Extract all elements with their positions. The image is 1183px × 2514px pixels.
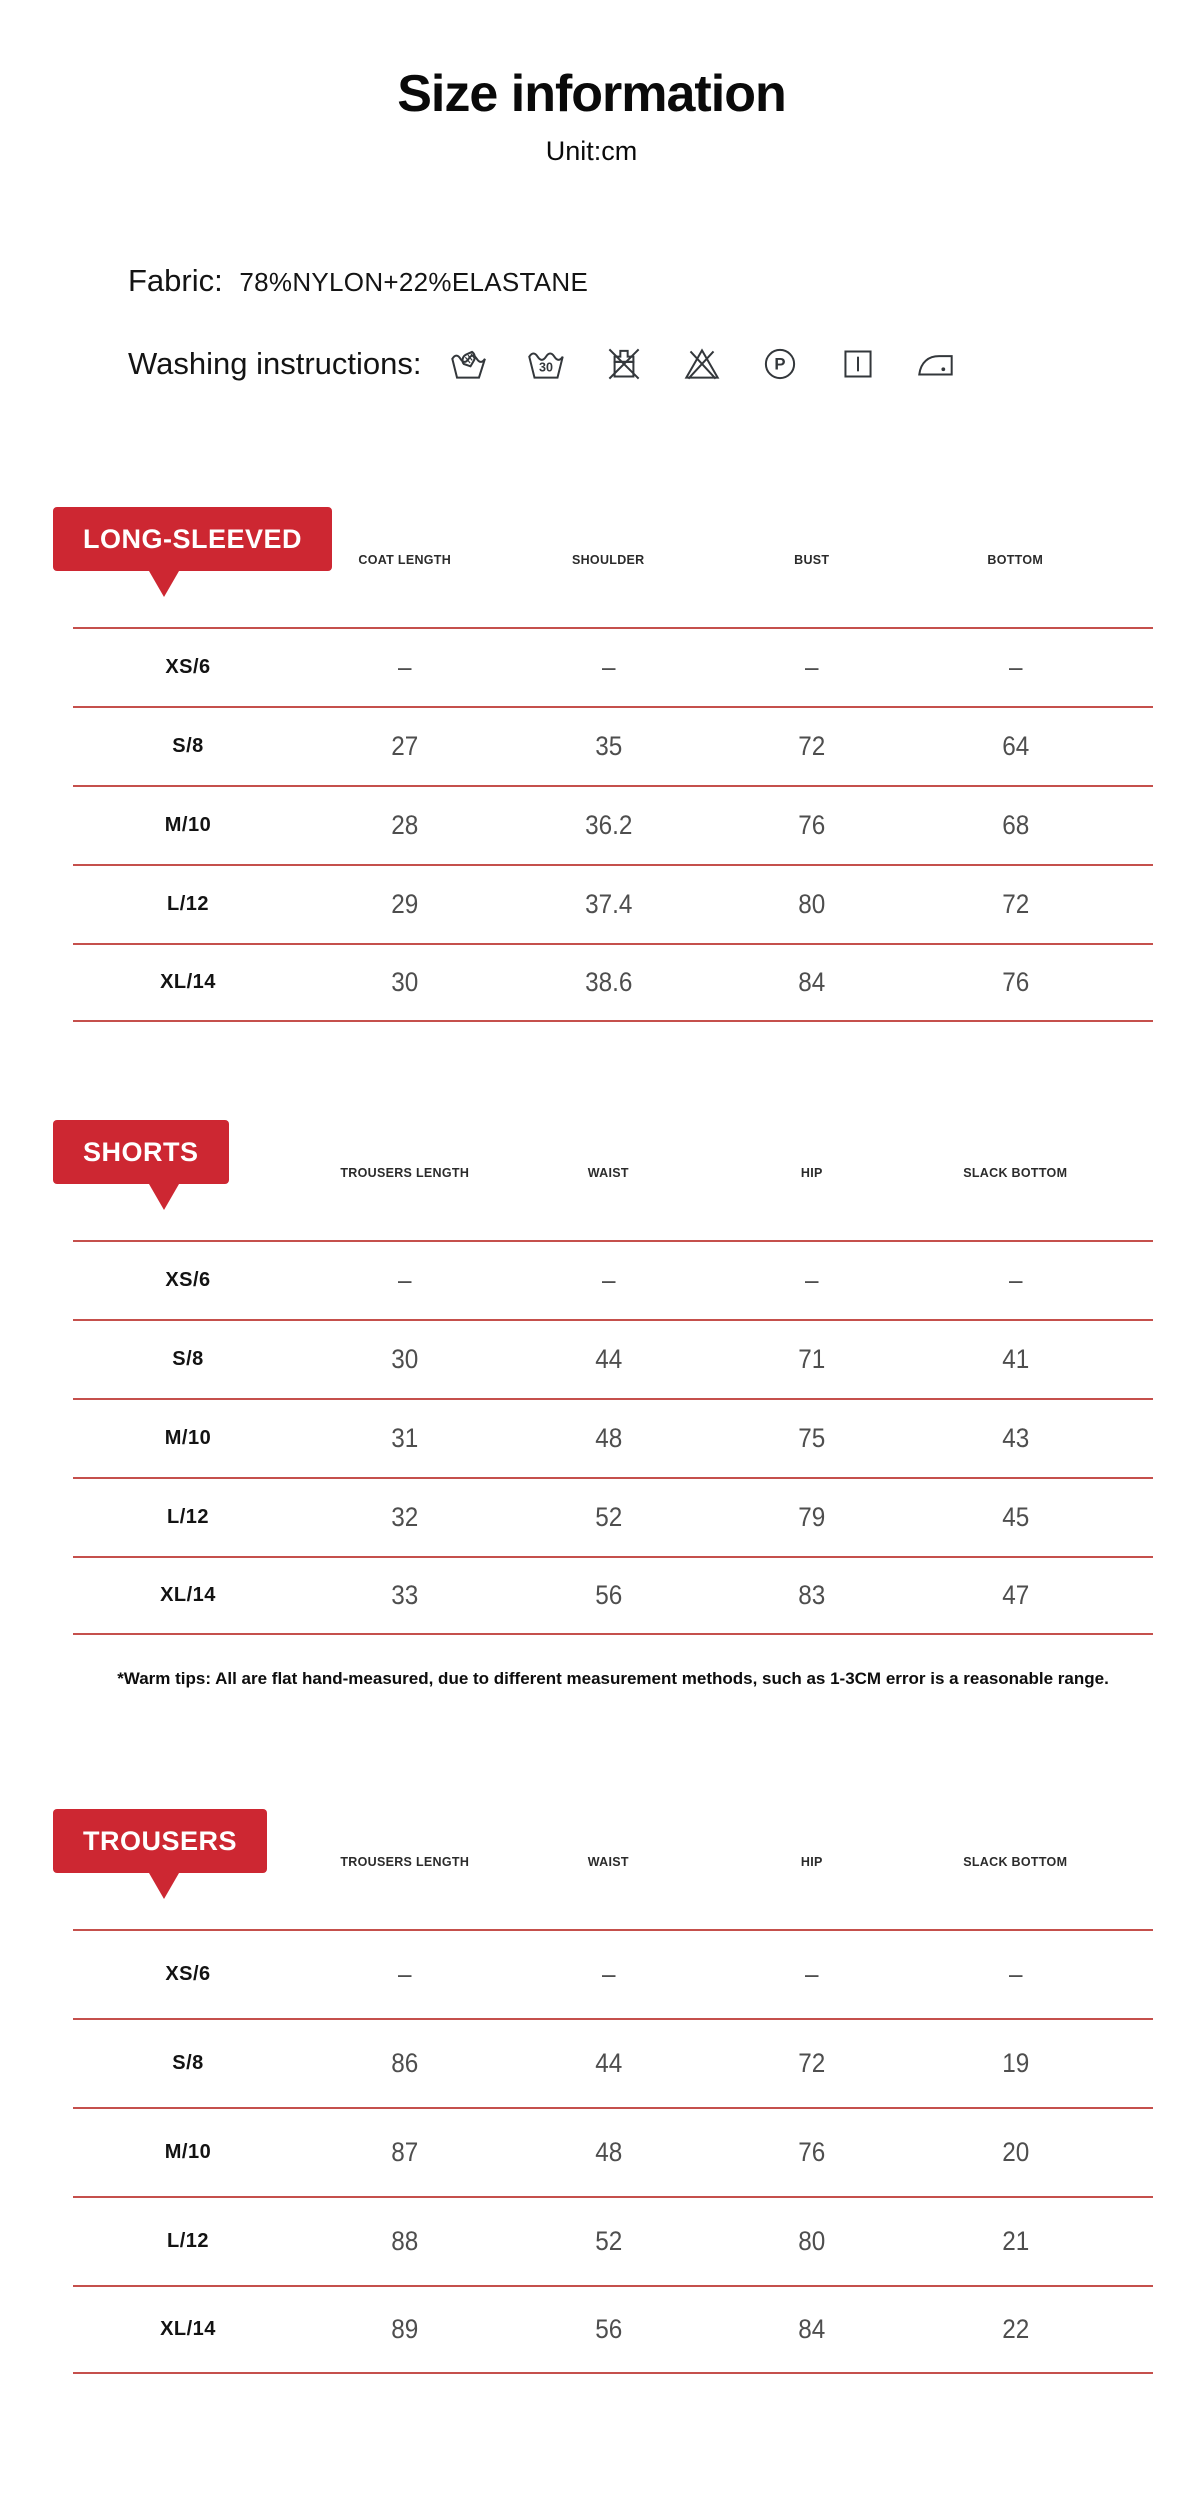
column-header-trousers-length: TROUSERS LENGTH (340, 1855, 470, 1869)
table-row (73, 864, 1153, 943)
value-cell: 44 (594, 2048, 622, 2078)
table-row (73, 627, 1153, 706)
table-row (73, 1319, 1153, 1398)
column-header-bust: BUST (794, 553, 830, 567)
value-cell: 38.6 (584, 967, 632, 997)
table-row (73, 2285, 1153, 2374)
value-cell: 44 (594, 1344, 622, 1374)
fabric-value: 78%NYLON+22%ELASTANE (239, 267, 589, 297)
value-cell: 27 (391, 731, 419, 761)
size-label: XS/6 (165, 1963, 211, 1985)
value-cell: 72 (798, 731, 826, 761)
long-sleeved-badge: LONG-SLEEVED (53, 507, 332, 571)
drip-dry-icon (835, 341, 881, 387)
trousers-badge: TROUSERS (53, 1809, 267, 1873)
value-cell: 71 (798, 1344, 826, 1374)
value-cell: 31 (391, 1423, 419, 1453)
value-cell: – (397, 1959, 412, 1989)
value-cell: 36.2 (584, 810, 632, 840)
washing-instructions-row (128, 341, 1183, 387)
value-cell: 80 (798, 2226, 826, 2256)
table-row (73, 1477, 1153, 1556)
unit-label: Unit:cm (545, 136, 638, 166)
value-cell: 41 (1001, 1344, 1029, 1374)
size-label: M/10 (164, 814, 212, 836)
size-label: XL/14 (160, 1584, 216, 1606)
value-cell: 87 (391, 2137, 419, 2167)
shorts-size-table (73, 1118, 1153, 1635)
page-title: Size information (397, 65, 786, 123)
size-label: XL/14 (160, 2318, 216, 2340)
dry-clean-letter-text: P (774, 354, 787, 374)
value-cell: 21 (1001, 2226, 1029, 2256)
value-cell: 20 (1001, 2137, 1029, 2167)
wash-temp-text: 30 (539, 360, 554, 375)
value-cell: 56 (594, 2314, 622, 2344)
washing-instructions-label: Washing instructions: (128, 346, 422, 381)
table-row (73, 2107, 1153, 2196)
value-cell: 52 (594, 2226, 622, 2256)
value-cell: 22 (1001, 2314, 1029, 2344)
column-header-bottom: BOTTOM (987, 553, 1044, 567)
table-row (73, 2196, 1153, 2285)
table-row (73, 2018, 1153, 2107)
value-cell: – (397, 652, 412, 682)
column-header-waist: WAIST (587, 1855, 629, 1869)
table-row (73, 1398, 1153, 1477)
value-cell: 76 (1001, 967, 1029, 997)
value-cell: 29 (391, 889, 419, 919)
value-cell: 72 (798, 2048, 826, 2078)
value-cell: 33 (391, 1580, 419, 1610)
value-cell: – (1008, 1959, 1023, 1989)
trousers-size-table (73, 1807, 1153, 2374)
value-cell: 45 (1001, 1502, 1029, 1532)
value-cell: 72 (1001, 889, 1029, 919)
shorts-badge: SHORTS (53, 1120, 229, 1184)
value-cell: – (1008, 1265, 1023, 1295)
size-label: M/10 (164, 2141, 212, 2163)
size-label: M/10 (164, 1427, 212, 1449)
value-cell: – (804, 1265, 819, 1295)
value-cell: 83 (798, 1580, 826, 1610)
size-label: S/8 (172, 1348, 204, 1370)
column-header-trousers-length: TROUSERS LENGTH (340, 1166, 470, 1180)
washing-icon-strip (445, 341, 991, 387)
do-not-bleach-bottle-icon (601, 341, 647, 387)
table-row (73, 1556, 1153, 1635)
fabric-label: Fabric: (128, 263, 223, 298)
warm-tips-note: *Warm tips: All are flat hand-measured, due to different measurement methods, such as 1-3CM error is a reasonable range. (117, 1669, 1109, 1688)
value-cell: 37.4 (584, 889, 632, 919)
column-header-waist: WAIST (587, 1166, 629, 1180)
value-cell: 48 (594, 1423, 622, 1453)
table-row (73, 943, 1153, 1022)
table-row (73, 1240, 1153, 1319)
size-label: S/8 (172, 735, 204, 757)
value-cell: 84 (798, 967, 826, 997)
value-cell: 75 (798, 1423, 826, 1453)
value-cell: 30 (391, 1344, 419, 1374)
size-label: L/12 (166, 2230, 210, 2252)
table-row (73, 706, 1153, 785)
value-cell: 84 (798, 2314, 826, 2344)
size-label: S/8 (172, 2052, 204, 2074)
value-cell: 32 (391, 1502, 419, 1532)
value-cell: 30 (391, 967, 419, 997)
value-cell: – (601, 652, 616, 682)
size-label: XS/6 (165, 656, 211, 678)
size-label: L/12 (166, 893, 210, 915)
value-cell: 43 (1001, 1423, 1029, 1453)
fabric-row (128, 263, 1183, 299)
value-cell: 86 (391, 2048, 419, 2078)
value-cell: 68 (1001, 810, 1029, 840)
value-cell: 79 (798, 1502, 826, 1532)
value-cell: – (601, 1265, 616, 1295)
column-header-coat-length: COAT LENGTH (358, 553, 452, 567)
value-cell: – (397, 1265, 412, 1295)
long-sleeved-size-table (73, 505, 1153, 1022)
value-cell: 76 (798, 2137, 826, 2167)
table-header-row (73, 1807, 1153, 1873)
value-cell: – (804, 652, 819, 682)
size-label: XL/14 (160, 971, 216, 993)
iron-low-heat-icon (913, 341, 959, 387)
hand-wash-icon (445, 341, 491, 387)
do-not-bleach-triangle-icon (679, 341, 725, 387)
table-row (73, 785, 1153, 864)
value-cell: 76 (798, 810, 826, 840)
table-header-row (73, 505, 1153, 571)
column-header-hip: HIP (800, 1166, 823, 1180)
value-cell: 48 (594, 2137, 622, 2167)
value-cell: – (1008, 652, 1023, 682)
value-cell: 80 (798, 889, 826, 919)
value-cell: 47 (1001, 1580, 1029, 1610)
value-cell: 52 (594, 1502, 622, 1532)
value-cell: 19 (1001, 2048, 1029, 2078)
value-cell: 56 (594, 1580, 622, 1610)
column-header-slack-bottom: SLACK BOTTOM (963, 1855, 1068, 1869)
column-header-slack-bottom: SLACK BOTTOM (963, 1166, 1068, 1180)
professional-dry-clean-p-icon (757, 341, 803, 387)
column-header-hip: HIP (800, 1855, 823, 1869)
size-label: L/12 (166, 1506, 210, 1528)
value-cell: 64 (1001, 731, 1029, 761)
value-cell: 28 (391, 810, 419, 840)
table-header-row (73, 1118, 1153, 1184)
column-header-shoulder: SHOULDER (571, 553, 645, 567)
machine-wash-30-icon (523, 341, 569, 387)
value-cell: 35 (594, 731, 622, 761)
value-cell: 89 (391, 2314, 419, 2344)
value-cell: 88 (391, 2226, 419, 2256)
value-cell: – (601, 1959, 616, 1989)
table-row (73, 1929, 1153, 2018)
size-label: XS/6 (165, 1269, 211, 1291)
value-cell: – (804, 1959, 819, 1989)
